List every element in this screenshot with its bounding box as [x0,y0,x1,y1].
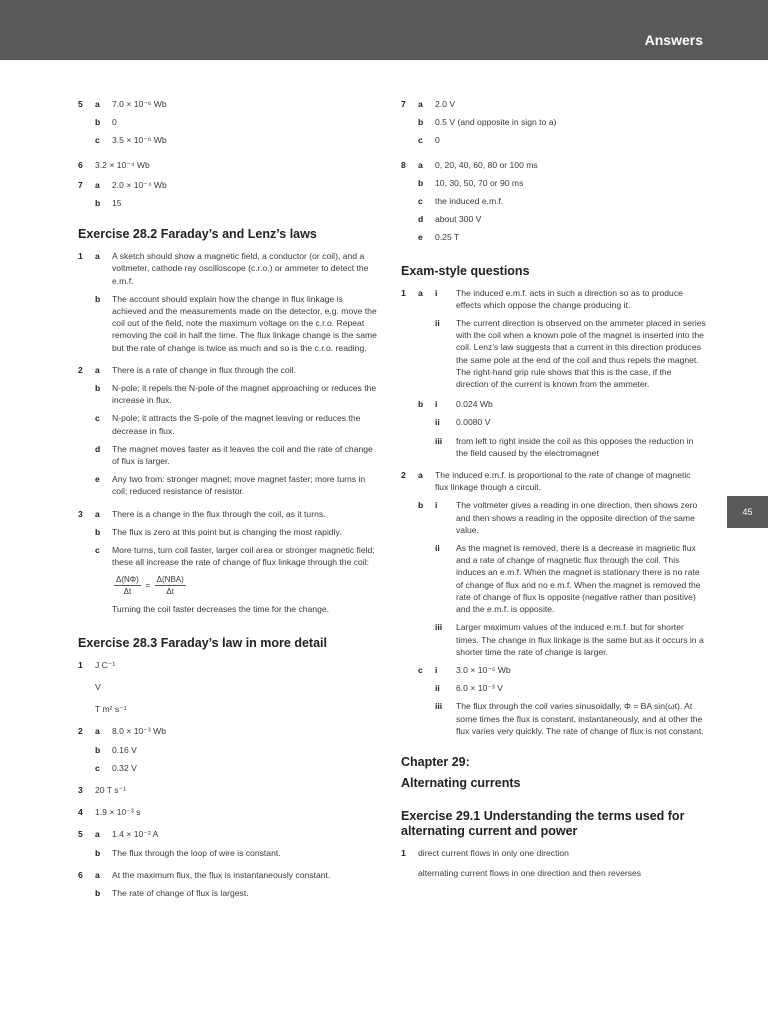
subpart-label: i [435,399,438,410]
answer-text: 0.16 V [112,744,137,755]
part-label: a [418,159,423,170]
part-label: a [95,726,100,737]
part-label: c [95,135,100,146]
answer-text: 0, 20, 40, 60, 80 or 100 ms [435,159,538,170]
part-label: a [95,251,100,262]
answer-text: T m² s⁻¹ [95,704,127,715]
part-label: b [418,399,424,410]
answer-text: 0.25 T [435,232,460,243]
answer-2ci [401,664,706,676]
part-label: b [95,117,101,128]
subpart-label: i [435,287,438,298]
answer-text: The rate of change of flux is largest. [112,887,249,898]
part-label: b [95,383,101,394]
answer-text: The flux through the coil varies sinusoidally, Φ = BA sin(ωt). At some times the flux is constant, instantaneously, and at other the flux varies very quickly. The rate of change of flux is not constant. [456,701,704,736]
answer-text: 8.0 × 10⁻³ Wb [112,726,166,737]
part-label: c [418,135,423,146]
answer-5 [78,98,378,110]
answer-text: 0.32 V [112,762,137,773]
question-number: 8 [401,159,406,170]
subpart-label: ii [435,417,440,428]
answer-1biii [401,435,706,459]
answer-text: N-pole; it repels the N-pole of the magnet approaching or reduces the increase in flux. [112,383,377,406]
section-heading: Exercise 29.1 Understanding the terms used for alternating current and power [401,808,685,838]
answer-text: There is a rate of change in flux through the coil. [112,364,296,375]
answer-2c [78,762,378,774]
answer-text: 3.5 × 10⁻⁶ Wb [112,135,167,146]
question-number: 4 [78,807,83,818]
answer-2ciii [401,700,706,737]
question-number: 5 [78,99,83,109]
part-label: b [418,177,424,188]
answer-2b [78,744,378,756]
part-label: c [418,664,423,675]
part-label: a [95,364,100,375]
subpart-label: iii [435,435,443,446]
equation [112,574,378,597]
answer-text: Any two from: stronger magnet; move magnet faster; more turns in coil; reduced resistance of resistor. [112,474,366,497]
part-label: b [95,293,101,304]
question-number: 1 [78,251,83,262]
answer-text: 10, 30, 50, 70 or 90 ms [435,177,524,188]
answer-text: the induced e.m.f. [435,196,504,207]
answer-8a [401,159,706,171]
answer-1-line3 [78,703,378,715]
answer-text: The flux is zero at this point but is changing the most rapidly. [112,526,342,537]
part-label: a [418,470,423,481]
answer-7a [401,98,706,110]
answer-text: 2.0 × 10⁻⁴ Wb [112,179,167,190]
part-label: b [418,500,424,511]
part-label: b [95,744,101,755]
answer-text: alternating current flows in one direction and then reverses [418,868,642,879]
answer-text: The magnet moves faster as it leaves the coil and the rate of change of flux is larger. [112,443,373,467]
answer-2d [78,443,378,467]
page-number: 45 [742,507,753,517]
subpart-label: ii [435,318,440,329]
answer-5b [78,116,378,128]
part-label: c [95,545,100,556]
answer-3b [78,526,378,538]
fraction-denominator: Δt [123,587,132,597]
fraction-numerator: Δ(NBA) [156,575,184,585]
fraction [114,574,141,597]
answer-2bii [401,542,706,615]
part-label: a [418,99,423,109]
answer-text: Larger maximum values of the induced e.m.f. but for shorter times. The change in flux linkage is the same but as it occurs in a shorter time the rate of change is larger. [456,622,704,657]
answer-text: 7.0 × 10⁻⁶ Wb [112,99,167,109]
answer-7c [401,134,706,146]
subpart-label: iii [435,622,443,633]
answer-text: about 300 V [435,214,482,225]
question-number: 2 [78,364,83,375]
part-label: c [95,762,100,773]
answer-3a [78,508,378,520]
answer-text: V [95,681,101,692]
subpart-label: ii [435,683,440,694]
question-number: 5 [78,829,83,840]
page-number-tab [727,496,768,528]
chapter-title: Chapter 29: [401,754,470,769]
answer-text: 0.0080 V [456,417,491,428]
part-label: a [95,869,100,880]
answer-1 [78,659,378,671]
answer-text: The induced e.m.f. is proportional to the rate of change of magnetic flux linkage though a circuit. [435,470,691,493]
answer-2a [78,725,378,737]
section-heading: Exercise 28.3 Faraday’s law in more detail [78,635,327,650]
part-label: e [95,474,100,485]
part-label: d [95,443,101,454]
part-label: b [418,117,424,128]
answer-1a [78,250,378,287]
answer-text: The induced e.m.f. acts in such a direction so as to produce effects which oppose the change producing it. [456,287,683,310]
answer-text: As the magnet is removed, there is a decrease in magnetic flux and a rate of change of magnetic flux through the coil. This induces an e.m.f. When the magnet is stationary there is no rate of change of flux and no e.m.f. When the magnet is removed the rate of change of flux is opposite (negative rather than positive) and the e.m.f. is opposite. [456,543,701,615]
question-number: 1 [78,659,83,670]
answer-text: 2.0 V [435,99,456,109]
answer-text: 15 [112,198,122,209]
chapter-subtitle: Alternating currents [401,775,521,790]
answer-text: The account should explain how the change in flux linkage is achieved and the measurements made on the detector, e.g. move the coil out of the field, note the maximum voltage on the c.r.o. Repeat removing the coil in half the time. The flux linkage change is the same but the rate of change is twice as much and so is the c.r.o. reading. [112,293,377,353]
part-label: b [95,526,101,537]
question-number: 1 [401,847,406,858]
question-number: 7 [401,99,406,109]
answer-2a [78,364,378,376]
part-label: a [95,508,100,519]
right-column [401,98,706,885]
subpart-label: i [435,664,438,675]
answer-1-line2 [78,681,378,693]
answer-text: 0 [435,135,440,146]
answer-text: The voltmeter gives a reading in one direction, then shows zero and then shows a reading in the opposite direction of the same value. [456,500,698,535]
part-label: b [95,847,101,858]
answer-2e [78,473,378,497]
question-number: 7 [78,179,83,190]
answer-text: J C⁻¹ [95,659,116,670]
answer-text: 0.024 Wb [456,399,493,410]
answer-2b [78,382,378,406]
answer-text: 0 [112,117,117,128]
answer-6 [78,159,378,171]
answer-text: from left to right inside the coil as this opposes the reduction in the field caused by the electromagnet [456,435,694,458]
answer-text: More turns, turn coil faster, larger coil area or stronger magnetic field; these all increase the rate of change of flux linkage through the coil: [112,545,375,568]
answer-3 [78,784,378,796]
answer-7b [78,197,378,209]
part-label: d [418,214,424,225]
answer-1bii [401,416,706,428]
question-number: 6 [78,869,83,880]
subpart-label: ii [435,543,440,554]
answer-5c [78,134,378,146]
answer-text: 6.0 × 10⁻³ V [456,683,503,694]
answer-3c [78,544,378,616]
answer-text: direct current flows in only one direction [418,847,569,858]
answer-6a [78,869,378,881]
answer-text: At the maximum flux, the flux is instantaneously constant. [112,869,331,880]
question-number: 1 [401,287,406,298]
answer-2a [401,469,706,493]
question-number: 2 [401,470,406,481]
answer-text: The flux through the loop of wire is constant. [112,847,281,858]
answer-text: There is a change in the flux through the coil, as it turns. [112,508,326,519]
part-label: a [95,99,100,109]
answer-text: 20 T s⁻¹ [95,784,126,795]
answer-text: A sketch should show a magnetic field, a conductor (or coil), and a voltmeter, cathode ray oscilloscope (c.r.o.) or ammeter to detect the e.m.f. [112,251,369,286]
answer-text: 3.0 × 10⁻⁵ Wb [456,664,511,675]
answer-2c [78,412,378,436]
fraction [155,574,186,597]
answer-7b [401,116,706,128]
answer-8d [401,213,706,225]
page-header [0,0,768,60]
part-label: c [95,413,100,424]
equals-sign: = [145,580,151,591]
subpart-label: i [435,500,438,511]
answer-text: N-pole; it attracts the S-pole of the magnet leaving or reduces the decrease in flux. [112,413,361,436]
answer-1-line2 [401,867,706,879]
part-label: a [95,179,100,190]
part-label: e [418,232,423,243]
header-title: Answers [644,32,703,48]
answer-2biii [401,621,706,658]
part-label: b [95,887,101,898]
part-label: c [418,196,423,207]
answer-2cii [401,682,706,694]
answer-text: Turning the coil faster decreases the time for the change. [112,604,330,615]
answer-text: The current direction is observed on the ammeter placed in series with the coil when a known pole of the magnet is inserted into the coil. Lenz’s law suggests that a current in this direction produces the same pole at the end of the coil and thus repels the magnet. The right-hand grip rule shows that this is the case, if the direction of the current is known from the ammeter. [456,318,706,390]
answer-2bi [401,499,706,536]
answer-5b [78,847,378,859]
part-label: a [418,287,423,298]
part-label: b [95,198,101,209]
answer-4 [78,806,378,818]
answer-1bi [401,398,706,410]
subpart-label: iii [435,701,443,712]
part-label: a [95,829,100,840]
fraction-numerator: Δ(NΦ) [116,575,139,585]
answer-7 [78,179,378,191]
answer-8b [401,177,706,189]
section-heading: Exercise 28.2 Faraday’s and Lenz’s laws [78,227,317,242]
answer-1aii [401,317,706,390]
answer-1 [401,847,706,859]
answer-text: 3.2 × 10⁻⁴ Wb [95,159,150,170]
question-number: 3 [78,784,83,795]
answer-1b [78,293,378,354]
answer-5a [78,828,378,840]
fraction-denominator: Δt [166,587,174,597]
answer-text: 0.5 V (and opposite in sign to a) [435,117,557,128]
answer-1ai [401,287,706,311]
left-column [78,98,378,905]
answer-text: 1.4 × 10⁻² A [112,829,159,840]
question-number: 2 [78,726,83,737]
question-number: 6 [78,159,83,170]
answer-8c [401,195,706,207]
answer-6b [78,887,378,899]
answer-8e [401,231,706,243]
section-heading: Exam-style questions [401,263,530,278]
answer-text: 1.9 × 10⁻³ s [95,807,141,818]
question-number: 3 [78,508,83,519]
